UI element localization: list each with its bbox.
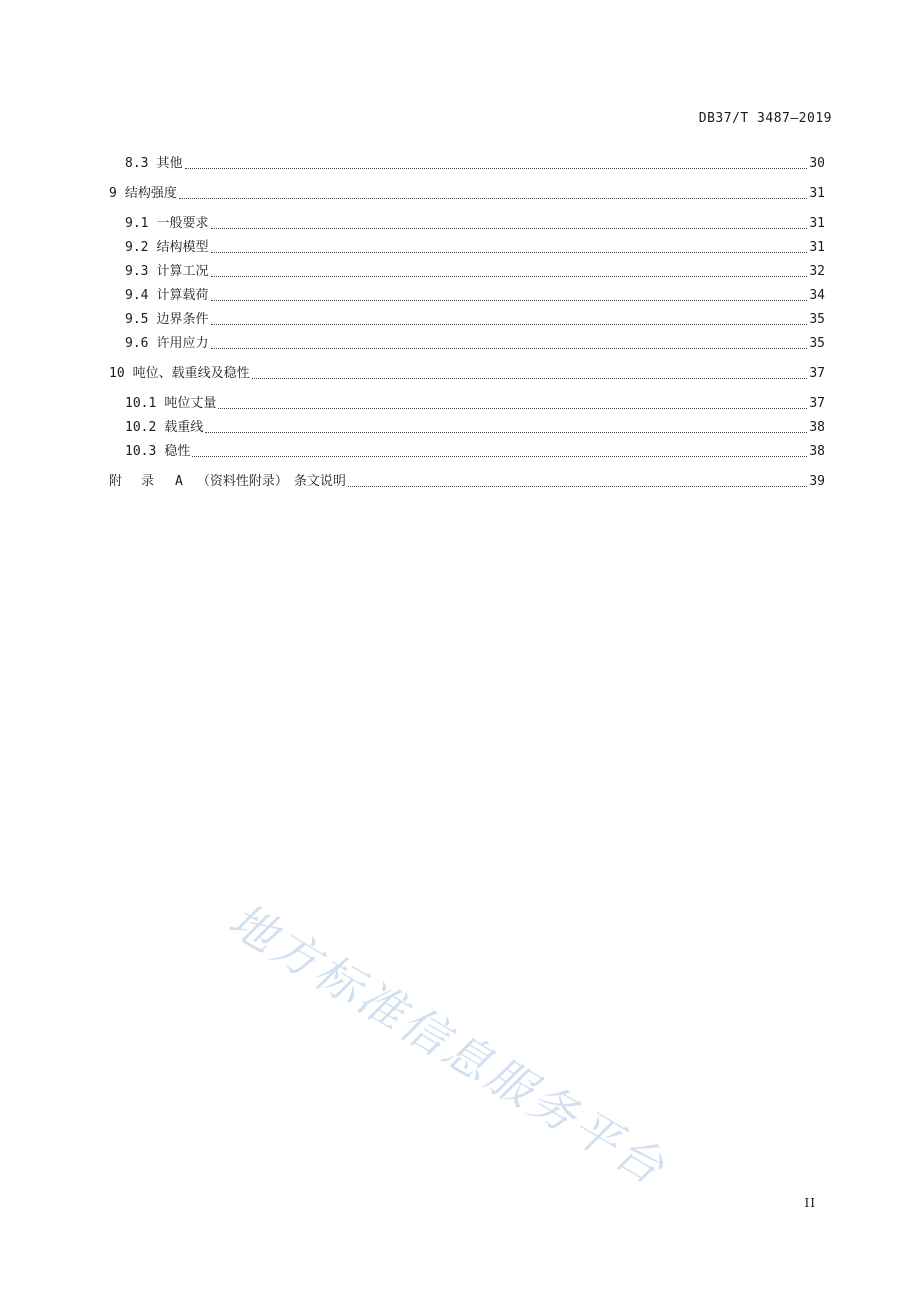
dot-leader (211, 300, 808, 301)
toc-entry-title: 吨位丈量 (164, 396, 217, 411)
toc-entry-page: 37 (809, 366, 825, 381)
toc-entry-page: 38 (809, 444, 825, 459)
toc-entry-10[interactable] (109, 359, 825, 383)
document-code: DB37/T 3487—2019 (698, 111, 832, 126)
toc-entry-page: 31 (809, 216, 825, 231)
dot-leader (211, 324, 808, 325)
toc-entry-number: 9.4 (125, 288, 149, 303)
toc-entry-appendix-a[interactable] (109, 467, 825, 491)
toc-entry-title: 载重线 (164, 420, 204, 435)
toc-entry-number: 9 (109, 186, 117, 201)
toc-entry-page: 35 (809, 336, 825, 351)
appendix-title: 条文说明 (293, 474, 346, 489)
toc-entry-number: 8.3 (125, 156, 149, 171)
dot-leader (179, 198, 807, 199)
toc-entry-10-3[interactable] (109, 437, 825, 461)
appendix-type: （资料性附录） (196, 474, 288, 489)
toc-entry-title: 计算工况 (156, 264, 209, 279)
dot-leader (348, 486, 807, 487)
toc-entry-title: 结构强度 (124, 186, 177, 201)
dot-leader (211, 348, 808, 349)
toc-entry-title: 许用应力 (156, 336, 209, 351)
toc-entry-page: 34 (809, 288, 825, 303)
dot-leader (192, 456, 807, 457)
toc-entry-page: 31 (809, 240, 825, 255)
toc-entry-title: 稳性 (164, 444, 191, 459)
toc-entry-number: 9.2 (125, 240, 149, 255)
dot-leader (211, 252, 808, 253)
dot-leader (185, 168, 808, 169)
page-number: II (804, 1196, 816, 1210)
toc-entry-9-3[interactable] (109, 257, 825, 281)
toc-entry-number: 9.1 (125, 216, 149, 231)
toc-entry-number: 10.2 (125, 420, 157, 435)
toc-entry-title: 其他 (156, 156, 183, 171)
toc-entry-page: 32 (809, 264, 825, 279)
toc-entry-9[interactable] (109, 179, 825, 203)
toc-entry-page: 35 (809, 312, 825, 327)
toc-entry-page: 38 (809, 420, 825, 435)
toc-entry-title: 吨位、载重线及稳性 (132, 366, 250, 381)
toc-entry-page: 37 (809, 396, 825, 411)
appendix-letter: A (175, 474, 183, 489)
toc-entry-9-4[interactable] (109, 281, 825, 305)
toc-entry-number: 10.3 (125, 444, 157, 459)
toc-entry-10-2[interactable] (109, 413, 825, 437)
toc-entry-number: 10.1 (125, 396, 157, 411)
toc-entry-title: 结构模型 (156, 240, 209, 255)
toc-entry-9-2[interactable] (109, 233, 825, 257)
toc-entry-page: 31 (809, 186, 825, 201)
toc-entry-number: 9.5 (125, 312, 149, 327)
toc-entry-9-5[interactable] (109, 305, 825, 329)
toc-entry-10-1[interactable] (109, 389, 825, 413)
toc-entry-number: 10 (109, 366, 125, 381)
toc-entry-number: 9.6 (125, 336, 149, 351)
toc-entry-page: 30 (809, 156, 825, 171)
dot-leader (252, 378, 807, 379)
toc-entry-9-1[interactable] (109, 209, 825, 233)
toc-entry-title: 边界条件 (156, 312, 209, 327)
toc-entry-number: 9.3 (125, 264, 149, 279)
toc-entry-title: 计算载荷 (156, 288, 209, 303)
appendix-label: 附录 (109, 474, 174, 489)
watermark-text: 地方标准信息服务平台 (219, 892, 676, 1197)
dot-leader (211, 228, 808, 229)
table-of-contents (109, 149, 825, 491)
toc-entry-9-6[interactable] (109, 329, 825, 353)
dot-leader (218, 408, 807, 409)
dot-leader (211, 276, 808, 277)
toc-entry-title: 一般要求 (156, 216, 209, 231)
toc-entry-page: 39 (809, 474, 825, 489)
dot-leader (205, 432, 807, 433)
toc-entry-8-3[interactable] (109, 149, 825, 173)
